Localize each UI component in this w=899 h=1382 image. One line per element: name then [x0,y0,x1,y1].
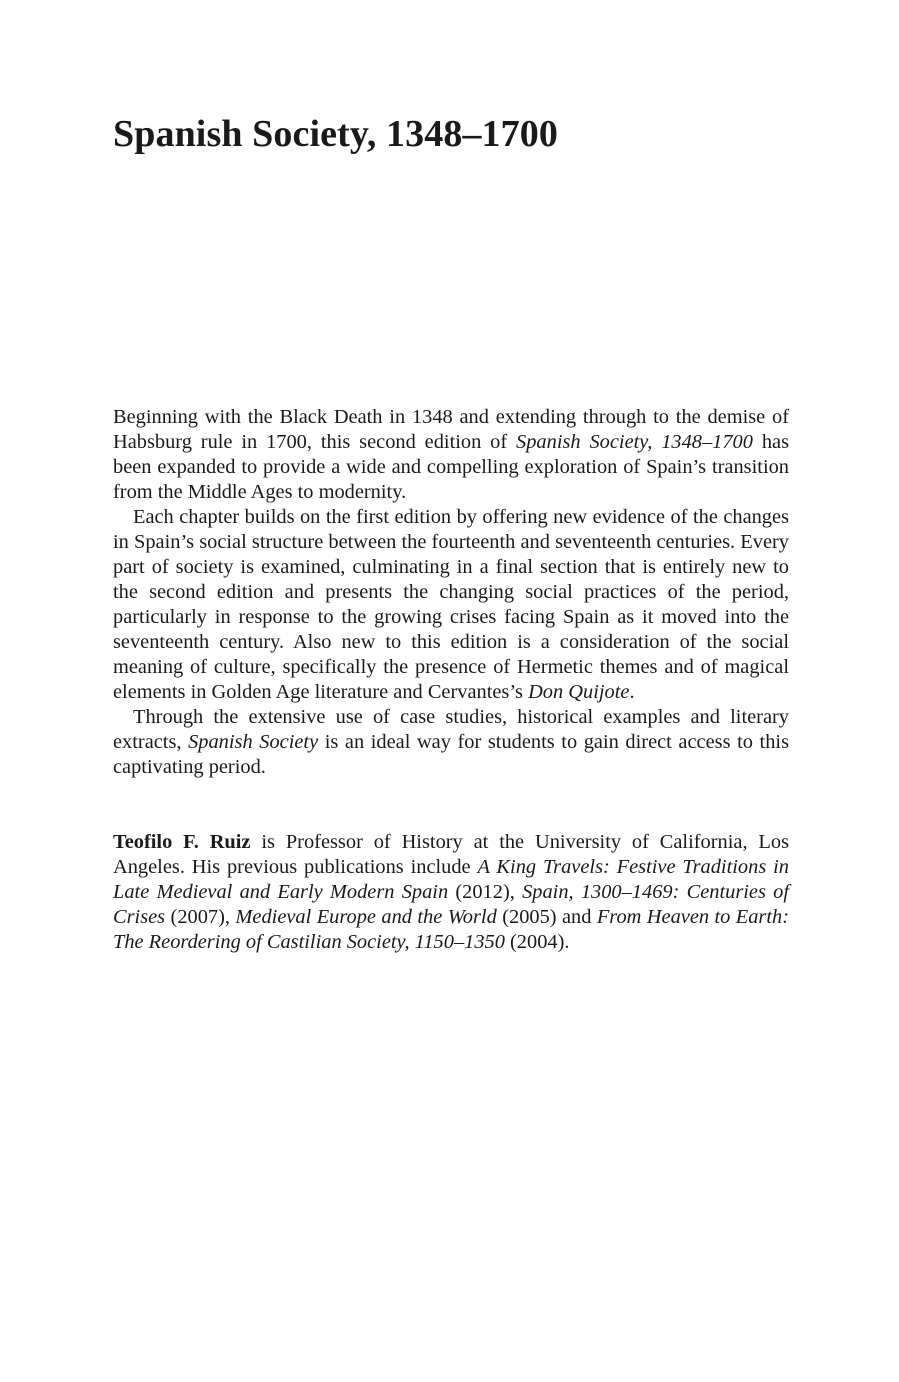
publication-title: Spain, 1300–1469: Centuries of Crises [113,881,789,928]
description-paragraph-2: Each chapter builds on the first edition by offering new evidence of the changes in Spain’s social structure between the fourteenth and seventeenth centuries. Every part of society is examined, culminating in a final section that is entirely new to the second edition and presents the changing social practices of the period, particularly in response to the growing crises facing Spain as it moved into the seventeenth century. Also new to this edition is a consideration of the social meaning of culture, specifically the presence of Hermetic themes and of magical elements in Golden Age literature and Cervantes’s Don Quijote. [113,506,789,703]
publication-title: A King Travels: Festive Traditions in Late Medieval and Early Modern Spain [113,856,789,903]
book-title-italic: Spanish Society, 1348–1700 [516,431,753,453]
description-paragraph-3: Through the extensive use of case studies, historical examples and literary extracts, Spanish Society is an ideal way for students to gain direct access to this captivating period. [113,706,789,778]
page-title: Spanish Society, 1348–1700 [113,113,558,155]
book-description [113,405,789,780]
publication-title: Medieval Europe and the World [235,906,497,928]
spanish-society-italic: Spanish Society [188,731,319,753]
author-bio-paragraph: Teofilo F. Ruiz is Professor of History at the University of California, Los Angeles. His previous publications include A King Travels: Festive Traditions in Late Medieval and Early Modern Spain (2012), Spain, 1300–1469: Centuries of Crises (2007), Medieval Europe and the World (2005) and From Heaven to Earth: The Reordering of Castilian Society, 1150–1350 (2004). [113,831,789,953]
don-quijote-italic: Don Quijote [528,681,630,703]
author-bio [113,830,789,955]
description-paragraph-1: Beginning with the Black Death in 1348 and extending through to the demise of Habsburg rule in 1700, this second edition of Spanish Society, 1348–1700 has been expanded to provide a wide and compelling exploration of Spain’s transition from the Middle Ages to modernity. [113,406,790,503]
publication-title: From Heaven to Earth: The Reordering of Castilian Society, 1150–1350 [113,906,789,953]
author-name: Teofilo F. Ruiz [113,831,251,853]
